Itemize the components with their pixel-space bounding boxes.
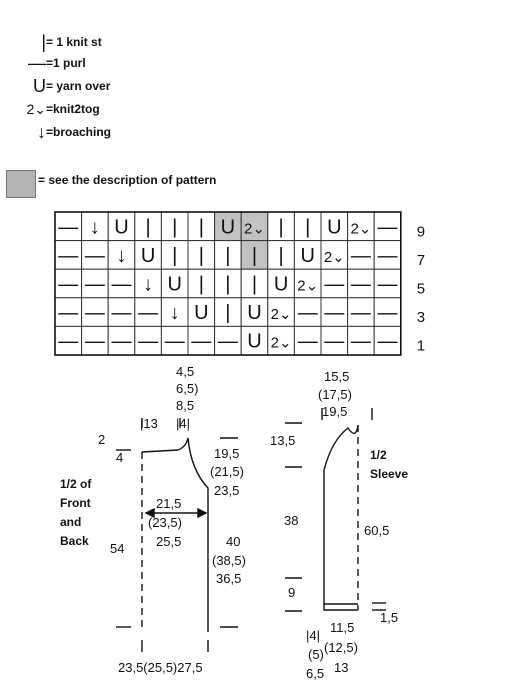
cuff-left-1: |4|	[306, 628, 320, 643]
svg-text:—: —	[350, 244, 371, 267]
purl-cell	[374, 298, 401, 327]
broaching-icon: ↓	[37, 122, 46, 142]
body-labels	[60, 364, 246, 675]
purl-stitch-icon: —	[28, 53, 46, 73]
purl-cell	[108, 269, 135, 298]
cap-width-2: (17,5)	[318, 387, 352, 402]
svg-text:—: —	[58, 216, 79, 239]
sleeve-title-2: Sleeve	[370, 467, 409, 481]
broaching-cell	[135, 269, 162, 298]
shoulder-den: 4	[116, 450, 124, 465]
purl-cell	[374, 326, 401, 355]
cap-height: 13,5	[270, 433, 296, 448]
purl-cell	[55, 212, 82, 241]
legend-text: =1 purl	[46, 56, 86, 70]
svg-text:|: |	[251, 244, 258, 267]
cuff-left-3: 6,5	[306, 666, 325, 681]
sleeve-length: 38	[284, 513, 299, 528]
knit-cell	[241, 241, 268, 270]
svg-text:—: —	[350, 330, 371, 353]
knit2tog-cell	[321, 241, 348, 270]
svg-text:—: —	[377, 216, 398, 239]
yarn-over-cell	[135, 241, 162, 270]
purl-cell	[135, 326, 162, 355]
yarn-over-cell	[215, 212, 242, 241]
svg-text:2⌄: 2⌄	[323, 248, 345, 266]
svg-text:—: —	[111, 330, 132, 353]
armhole-2: (21,5)	[210, 464, 244, 479]
svg-text:U: U	[247, 302, 262, 325]
mid-width-1: 21,5	[156, 496, 182, 511]
svg-text:U: U	[273, 273, 289, 296]
svg-text:↓: ↓	[89, 216, 100, 239]
purl-cell	[215, 326, 242, 355]
legend-text: = yarn over	[46, 79, 111, 93]
purl-cell	[161, 326, 188, 355]
row-number: 3	[416, 309, 426, 327]
svg-text:—: —	[217, 330, 238, 353]
cuff-left-2: (5)	[308, 647, 324, 662]
broaching-cell	[82, 212, 109, 241]
row-number: 7	[416, 251, 426, 269]
svg-text:U: U	[327, 216, 342, 239]
shoulder-num: 2	[98, 432, 106, 447]
svg-text:|: |	[278, 216, 284, 239]
knit-cell	[161, 212, 188, 241]
width-top: |13	[140, 416, 158, 431]
swatch-text: = see the description of pattern	[38, 173, 217, 187]
knit-cell	[161, 241, 188, 270]
purl-cell	[55, 241, 82, 270]
cuff-height: 9	[288, 585, 296, 600]
svg-text:—: —	[138, 302, 159, 325]
knit-cell	[215, 241, 242, 270]
knit-cell	[188, 269, 215, 298]
svg-text:|: |	[305, 216, 311, 239]
svg-text:|: |	[172, 244, 178, 267]
yarn-over-cell	[188, 298, 215, 327]
sleeve-schematic	[285, 408, 386, 611]
legend-text: =knit2tog	[46, 102, 100, 116]
svg-text:—: —	[58, 244, 79, 267]
arrow-head-right	[198, 509, 206, 517]
purl-cell	[348, 269, 375, 298]
svg-text:—: —	[324, 330, 345, 353]
bottom-width: 23,5(25,5)27,5	[118, 660, 203, 675]
armhole-1: 19,5	[214, 446, 240, 461]
yarn-over-cell	[161, 269, 188, 298]
knit2tog-cell	[348, 212, 375, 241]
svg-text:—: —	[164, 330, 185, 353]
purl-cell	[55, 326, 82, 355]
knit-cell	[188, 212, 215, 241]
cuff-width-2: (12,5)	[324, 640, 358, 655]
knit-cell	[294, 212, 321, 241]
svg-text:—: —	[297, 330, 318, 353]
purl-cell	[135, 298, 162, 327]
purl-cell	[188, 326, 215, 355]
knit2tog-cell	[268, 326, 295, 355]
svg-text:|: |	[225, 244, 231, 267]
yarn-over-cell	[108, 212, 135, 241]
svg-text:|: |	[278, 244, 284, 267]
stitch-chart	[55, 212, 425, 355]
armhole-3: 23,5	[214, 483, 240, 498]
knit-cell	[215, 269, 242, 298]
neck-dim-2: 6,5)	[176, 381, 199, 396]
knit-cell	[135, 212, 162, 241]
yarn-over-cell	[294, 241, 321, 270]
svg-text:—: —	[377, 330, 398, 353]
svg-text:|: |	[172, 216, 178, 239]
svg-text:—: —	[191, 330, 212, 353]
yarn-over-cell	[268, 269, 295, 298]
svg-text:|: |	[198, 216, 204, 239]
yarn-over-cell	[241, 326, 268, 355]
svg-text:↓: ↓	[143, 273, 154, 296]
svg-text:—: —	[377, 244, 398, 267]
svg-text:U: U	[167, 273, 182, 296]
svg-text:|: |	[145, 216, 151, 239]
purl-cell	[55, 298, 82, 327]
purl-cell	[321, 326, 348, 355]
svg-text:—: —	[377, 302, 398, 325]
svg-text:—: —	[84, 244, 105, 267]
svg-text:|: |	[198, 273, 204, 296]
side-length-3: 36,5	[216, 571, 242, 586]
knit-cell	[241, 269, 268, 298]
svg-text:—: —	[58, 330, 79, 353]
knit2tog-cell	[268, 298, 295, 327]
total-length: 60,5	[364, 523, 390, 538]
knit2tog-cell	[294, 269, 321, 298]
neck-dim-3: 8,5	[176, 398, 195, 413]
svg-text:—: —	[84, 302, 105, 325]
svg-text:U: U	[114, 216, 129, 239]
svg-text:—: —	[111, 273, 132, 296]
sleeve-labels	[270, 369, 408, 681]
cuff-width-1: 11,5	[330, 620, 355, 635]
svg-text:—: —	[350, 273, 371, 296]
svg-text:—: —	[324, 273, 345, 296]
cuff-width-3: 13	[334, 660, 349, 675]
svg-text:U: U	[194, 302, 209, 325]
svg-text:|: |	[198, 244, 204, 267]
cap-width-1: 15,5	[324, 369, 350, 384]
sleeve-outline	[324, 425, 358, 610]
svg-text:U: U	[140, 244, 156, 267]
svg-text:—: —	[350, 302, 371, 325]
length-total: 54	[110, 541, 125, 556]
svg-text:—: —	[111, 302, 132, 325]
svg-text:U: U	[247, 330, 262, 353]
purl-cell	[55, 269, 82, 298]
svg-text:—: —	[324, 302, 345, 325]
yarn-over-cell	[321, 212, 348, 241]
purl-cell	[82, 241, 109, 270]
purl-cell	[108, 326, 135, 355]
side-length-1: 40	[226, 534, 241, 549]
svg-text:|: |	[225, 273, 231, 296]
svg-text:—: —	[84, 330, 105, 353]
knit2tog-icon: 2⌄	[26, 101, 46, 117]
neck-width: |4|	[176, 416, 190, 431]
purl-cell	[82, 269, 109, 298]
purl-cell	[321, 298, 348, 327]
svg-text:—: —	[84, 273, 105, 296]
svg-text:2⌄: 2⌄	[244, 220, 265, 238]
body-title-4: Back	[60, 534, 89, 548]
yarn-over-cell	[241, 298, 268, 327]
mid-width-2: (23,5)	[148, 515, 182, 530]
body-title-1: 1/2 of	[60, 477, 92, 491]
body-title-3: and	[60, 515, 82, 529]
row-number: 5	[416, 280, 426, 298]
svg-text:—: —	[58, 273, 79, 296]
purl-cell	[108, 298, 135, 327]
svg-text:2⌄: 2⌄	[270, 334, 292, 352]
neck-dim-1: 4,5	[176, 364, 195, 379]
cap-width-3: 19,5	[322, 404, 348, 419]
purl-cell	[374, 269, 401, 298]
svg-text:U: U	[220, 216, 236, 239]
knit-cell	[268, 212, 295, 241]
knit2tog-cell	[241, 212, 268, 241]
svg-text:—: —	[377, 273, 398, 296]
row-number: 9	[416, 223, 426, 241]
purl-cell	[348, 326, 375, 355]
svg-text:U: U	[300, 244, 315, 267]
knit-cell	[188, 241, 215, 270]
mid-width-3: 25,5	[156, 534, 182, 549]
purl-cell	[348, 298, 375, 327]
svg-text:↓: ↓	[116, 244, 127, 267]
row-number: 1	[416, 337, 426, 355]
svg-text:—: —	[297, 302, 318, 325]
sleeve-title-1: 1/2	[370, 448, 387, 462]
legend-text: = 1 knit st	[46, 35, 102, 49]
legend-text: =broaching	[46, 125, 112, 139]
svg-text:2⌄: 2⌄	[270, 306, 292, 324]
svg-text:—: —	[138, 330, 159, 353]
svg-text:2⌄: 2⌄	[297, 277, 319, 295]
purl-cell	[294, 298, 321, 327]
purl-cell	[348, 241, 375, 270]
knit-cell	[268, 241, 295, 270]
knit-cell	[215, 298, 242, 327]
purl-cell	[321, 269, 348, 298]
side-length-2: (38,5)	[212, 553, 246, 568]
purl-cell	[374, 212, 401, 241]
svg-text:|: |	[251, 273, 258, 296]
band-height: 1,5	[380, 610, 399, 625]
purl-cell	[82, 326, 109, 355]
svg-text:2⌄: 2⌄	[350, 220, 372, 238]
purl-cell	[374, 241, 401, 270]
knit-stitch-icon: |	[41, 32, 46, 52]
yarn-over-icon: U	[33, 76, 46, 96]
body-title-2: Front	[60, 496, 91, 510]
svg-text:—: —	[58, 302, 79, 325]
svg-text:↓: ↓	[169, 302, 180, 325]
broaching-cell	[108, 241, 135, 270]
broaching-cell	[161, 298, 188, 327]
purl-cell	[82, 298, 109, 327]
svg-text:|: |	[225, 302, 231, 325]
purl-cell	[294, 326, 321, 355]
